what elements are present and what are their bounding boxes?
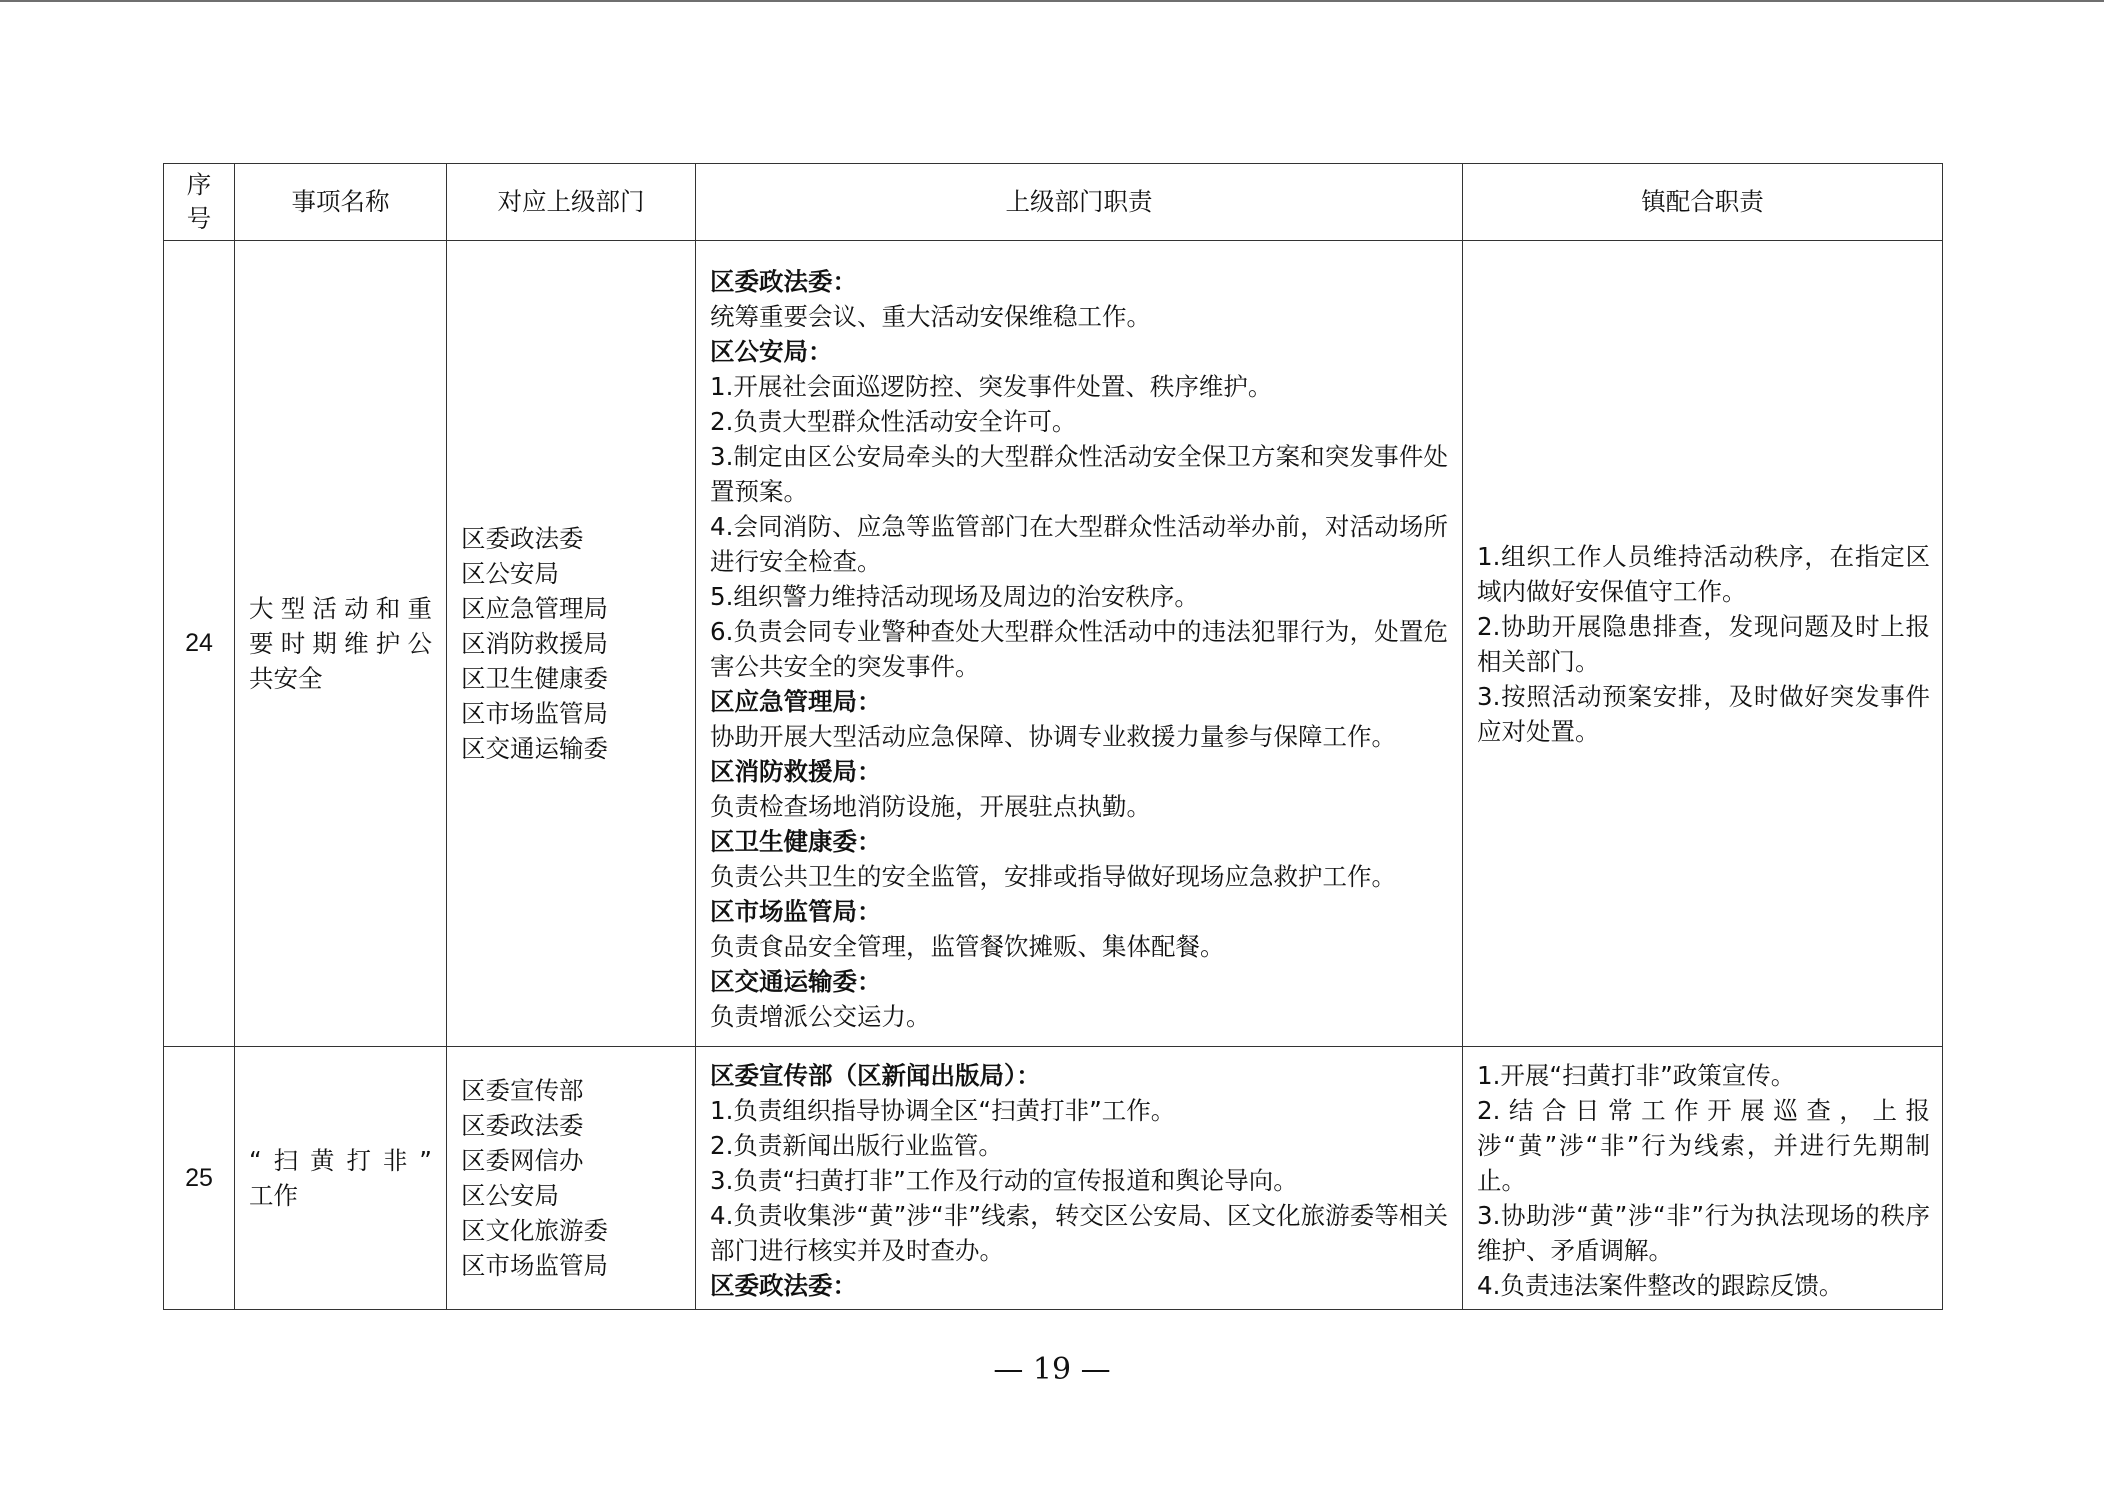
town-line: 1.开展“扫黄打非”政策宣传。 bbox=[1477, 1061, 1796, 1090]
duty-dept-heading: 区委政法委： bbox=[710, 267, 857, 296]
duty-line: 负责检查场地消防设施，开展驻点执勤。 bbox=[710, 792, 1151, 821]
dept-item: 区市场监管局 bbox=[461, 1251, 608, 1280]
duty-line: 负责增派公交运力。 bbox=[710, 1002, 931, 1031]
duty-line: 1.开展社会面巡逻防控、突发事件处置、秩序维护。 bbox=[710, 372, 1273, 401]
row-town-duties bbox=[1463, 1047, 1943, 1310]
row-duties bbox=[696, 1047, 1463, 1310]
town-line: 1.组织工作人员维持活动秩序，在指定区域内做好安保值守工作。 bbox=[1477, 541, 1930, 606]
duty-dept-heading: 区消防救援局： bbox=[710, 757, 882, 786]
duty-line: 4.会同消防、应急等监管部门在大型群众性活动举办前，对活动场所进行安全检查。 bbox=[710, 512, 1448, 576]
duty-line: 负责公共卫生的安全监管，安排或指导做好现场应急救护工作。 bbox=[710, 862, 1396, 891]
page-top-rule bbox=[0, 0, 2104, 2]
duty-dept-heading: 区委宣传部（区新闻出版局）： bbox=[710, 1060, 1041, 1090]
duty-dept-heading: 区委政法委： bbox=[710, 1270, 857, 1300]
duty-line: 4.负责收集涉“黄”涉“非”线索，转交区公安局、区文化旅游委等相关部门进行核实并及时查办。 bbox=[710, 1200, 1448, 1265]
dept-item: 区委宣传部 bbox=[461, 1076, 584, 1105]
header-duty: 上级部门职责 bbox=[696, 164, 1463, 241]
table-row bbox=[164, 241, 1943, 1047]
row-depts bbox=[447, 241, 696, 1047]
name-line: 共安全 bbox=[249, 664, 323, 693]
duty-table bbox=[163, 163, 1943, 1310]
name-line: 要时期维护公 bbox=[249, 629, 432, 658]
dept-item: 区公安局 bbox=[461, 559, 559, 588]
duty-line: 协助开展大型活动应急保障、协调专业救援力量参与保障工作。 bbox=[710, 722, 1396, 751]
town-line: 2.协助开展隐患排查，发现问题及时上报相关部门。 bbox=[1477, 611, 1930, 676]
duty-line: 3.制定由区公安局牵头的大型群众性活动安全保卫方案和突发事件处置预案。 bbox=[710, 442, 1448, 506]
page-number: — 19 — bbox=[993, 1352, 1111, 1387]
town-line: 3.按照活动预案安排，及时做好突发事件应对处置。 bbox=[1477, 681, 1930, 746]
duty-dept-heading: 区交通运输委： bbox=[710, 967, 882, 996]
dept-item: 区应急管理局 bbox=[461, 594, 608, 623]
duty-dept-heading: 区卫生健康委： bbox=[710, 827, 882, 856]
dept-item: 区交通运输委 bbox=[461, 734, 608, 763]
row-name bbox=[235, 241, 447, 1047]
duty-dept-heading: 区公安局： bbox=[710, 337, 833, 366]
town-line: 4.负责违法案件整改的跟踪反馈。 bbox=[1477, 1271, 1844, 1300]
duty-line: 6.负责会同专业警种查处大型群众性活动中的违法犯罪行为，处置危害公共安全的突发事件。 bbox=[710, 617, 1448, 681]
duty-line: 2.负责新闻出版行业监管。 bbox=[710, 1130, 1003, 1160]
row-seq: 25 bbox=[164, 1047, 235, 1310]
name-line: 大型活动和重 bbox=[249, 594, 432, 623]
row-town-duties bbox=[1463, 241, 1943, 1047]
table-header bbox=[164, 164, 1943, 241]
duty-line: 5.组织警力维持活动现场及周边的治安秩序。 bbox=[710, 582, 1199, 611]
duty-line: 统筹重要会议、重大活动安保维稳工作。 bbox=[710, 302, 1151, 331]
dept-item: 区委政法委 bbox=[461, 1111, 584, 1140]
name-line: 工作 bbox=[249, 1181, 298, 1210]
dept-item: 区消防救援局 bbox=[461, 629, 608, 658]
duty-dept-heading: 区市场监管局： bbox=[710, 897, 882, 926]
dept-item: 区委网信办 bbox=[461, 1146, 584, 1175]
header-name: 事项名称 bbox=[235, 164, 447, 241]
duty-line: 2.负责大型群众性活动安全许可。 bbox=[710, 407, 1077, 436]
table-row bbox=[164, 1047, 1943, 1310]
header-row bbox=[164, 164, 1943, 241]
town-line: 3.协助涉“黄”涉“非”行为执法现场的秩序维护、矛盾调解。 bbox=[1477, 1201, 1930, 1265]
dept-item: 区卫生健康委 bbox=[461, 664, 608, 693]
dept-item: 区市场监管局 bbox=[461, 699, 608, 728]
dept-item: 区文化旅游委 bbox=[461, 1216, 608, 1245]
dept-item: 区公安局 bbox=[461, 1181, 559, 1210]
header-seq: 序号 bbox=[164, 164, 235, 241]
row-seq: 24 bbox=[164, 241, 235, 1047]
duty-line: 1.负责组织指导协调全区“扫黄打非”工作。 bbox=[710, 1095, 1176, 1125]
town-line: 2.结合日常工作开展巡查，上报涉“黄”涉“非”行为线索，并进行先期制止。 bbox=[1477, 1096, 1930, 1195]
duty-dept-heading: 区应急管理局： bbox=[710, 687, 882, 716]
header-town: 镇配合职责 bbox=[1463, 164, 1943, 241]
name-line: “扫黄打非” bbox=[249, 1146, 432, 1175]
row-duties bbox=[696, 241, 1463, 1047]
row-depts bbox=[447, 1047, 696, 1310]
duty-line: 3.负责“扫黄打非”工作及行动的宣传报道和舆论导向。 bbox=[710, 1165, 1298, 1195]
header-dept: 对应上级部门 bbox=[447, 164, 696, 241]
dept-item: 区委政法委 bbox=[461, 524, 584, 553]
row-name bbox=[235, 1047, 447, 1310]
duty-line: 负责食品安全管理，监管餐饮摊贩、集体配餐。 bbox=[710, 932, 1225, 961]
